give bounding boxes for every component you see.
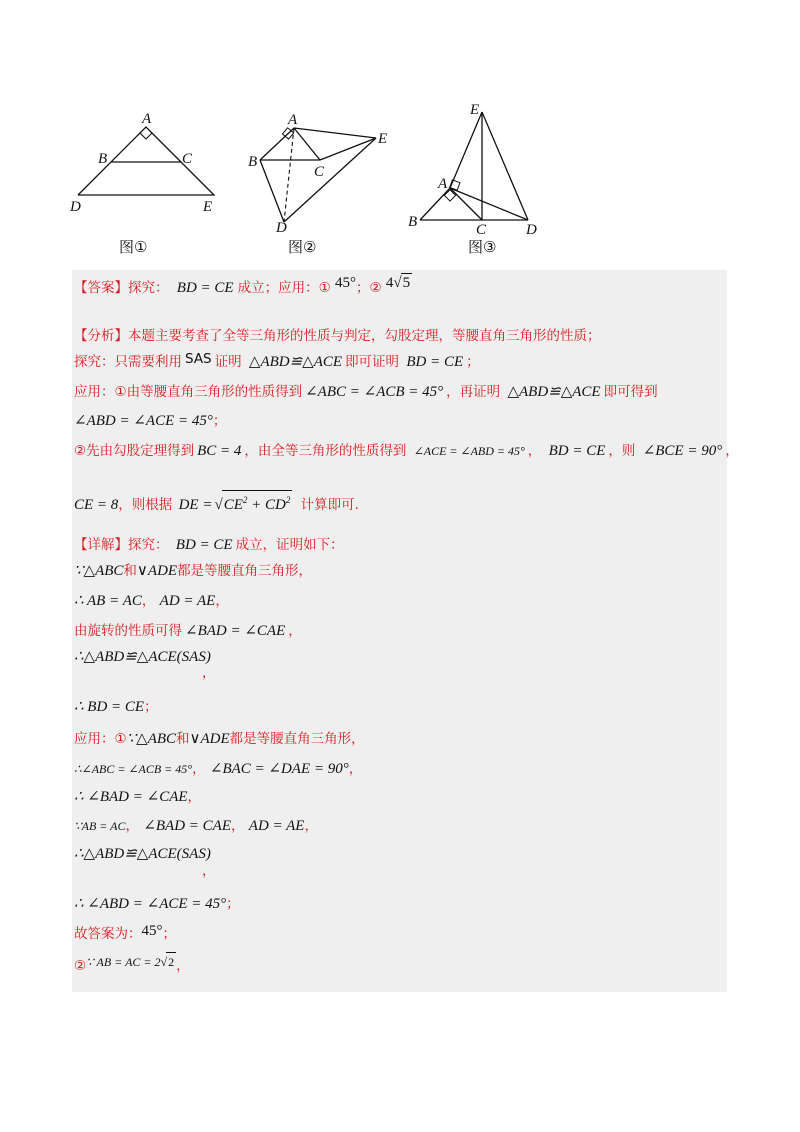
detail-l11-comma: ， <box>202 863 216 879</box>
fig1-label-c: C <box>182 151 193 167</box>
fig2-label-a: A <box>288 112 298 128</box>
figure-2-diagram <box>240 110 400 235</box>
figure-1-diagram <box>60 105 240 220</box>
fig3-label-e: E <box>470 102 480 118</box>
fig1-label-e: E <box>203 199 213 215</box>
detail-l10: ∵AB = AC， ∠BAD = CAE， AD = AE， <box>74 818 318 834</box>
detail-l8: ∴∠ABC = ∠ACB = 45°， ∠BAC = ∠DAE = 90°， <box>74 761 363 777</box>
analysis-apply-cont: ∠ABD = ∠ACE = 45°； <box>74 413 227 429</box>
fig1-label-d: D <box>70 199 81 215</box>
detail-l2: ∵△ABC和∨ADE都是等腰直角三角形， <box>74 563 313 579</box>
analysis-tag: 【分析】 <box>74 328 128 344</box>
analysis-ce: CE = 8，则根据 DE = $√CE^2 + CD^2$ 计算即可. <box>74 490 359 514</box>
fig1-label-a: A <box>142 111 152 127</box>
fig3-label-a: A <box>438 176 448 192</box>
detail-l7: 应用：①∵△ABC和∨ADE都是等腰直角三角形， <box>74 731 365 747</box>
fig3-label-c: C <box>476 222 487 238</box>
detail-tag: 【详解】 <box>74 537 128 553</box>
detail-l5-comma: ， <box>202 665 216 681</box>
figure-2 <box>240 110 400 235</box>
fig2-label-e: E <box>378 131 388 147</box>
detail-l13: 故答案为：45°； <box>74 923 176 942</box>
fig2-label-c: C <box>314 164 325 180</box>
figure-3-diagram <box>400 98 550 238</box>
figure-3 <box>400 98 550 238</box>
detail-l6: ∴ BD = CE； <box>74 699 158 715</box>
figure-1 <box>60 105 240 220</box>
fig2-label-d: D <box>276 220 287 236</box>
analysis-explore: 探究：只需要利用 SAS 证明 △ABD≌△ACE 即可证明 BD = CE ； <box>74 351 480 370</box>
fig2-label-b: B <box>248 154 258 170</box>
detail-l1: 【详解】探究： BD = CE 成立，证明如下： <box>74 537 344 553</box>
answer-line: 【答案】探究： BD = CE 成立；应用：① 45°；② 4√5 <box>74 275 411 296</box>
fig1-label-b: B <box>98 151 108 167</box>
answer-eq: BD = CE <box>176 280 234 296</box>
figure-3-caption: 图③ <box>468 238 497 256</box>
analysis-apply: 应用：①由等腰直角三角形的性质得到 ∠ABC = ∠ACB = 45° ，再证明 △ABD≌△ACE 即可得到 <box>74 384 658 400</box>
detail-l9: ∴ ∠BAD = ∠CAE， <box>74 789 202 805</box>
detail-l12: ∴ ∠ABD = ∠ACE = 45°； <box>74 896 240 912</box>
detail-l5: ∴△ABD≌△ACE(SAS) <box>74 649 211 665</box>
detail-l3: ∴ AB = AC， AD = AE， <box>74 593 229 609</box>
answer-tag: 【答案】 <box>74 280 128 296</box>
fig3-label-d: D <box>526 222 537 238</box>
figure-2-caption: 图② <box>288 238 317 256</box>
figure-1-caption: 图① <box>119 238 148 256</box>
fig3-label-b: B <box>408 214 418 230</box>
detail-l14: ②∵ AB = AC = 2√2 ， <box>74 956 190 975</box>
detail-l4: 由旋转的性质可得 ∠BAD = ∠CAE ， <box>74 623 302 639</box>
analysis-intro: 【分析】本题主要考查了全等三角形的性质与判定，勾股定理，等腰直角三角形的性质； <box>74 328 601 344</box>
analysis-step2: ②先由勾股定理得到 BC = 4 ，由全等三角形的性质得到 ∠ACE = ∠ABD = 45° ， BD = CE ，则 ∠BCE = 90° ， <box>74 443 739 459</box>
detail-l11: ∴△ABD≌△ACE(SAS) <box>74 846 211 862</box>
